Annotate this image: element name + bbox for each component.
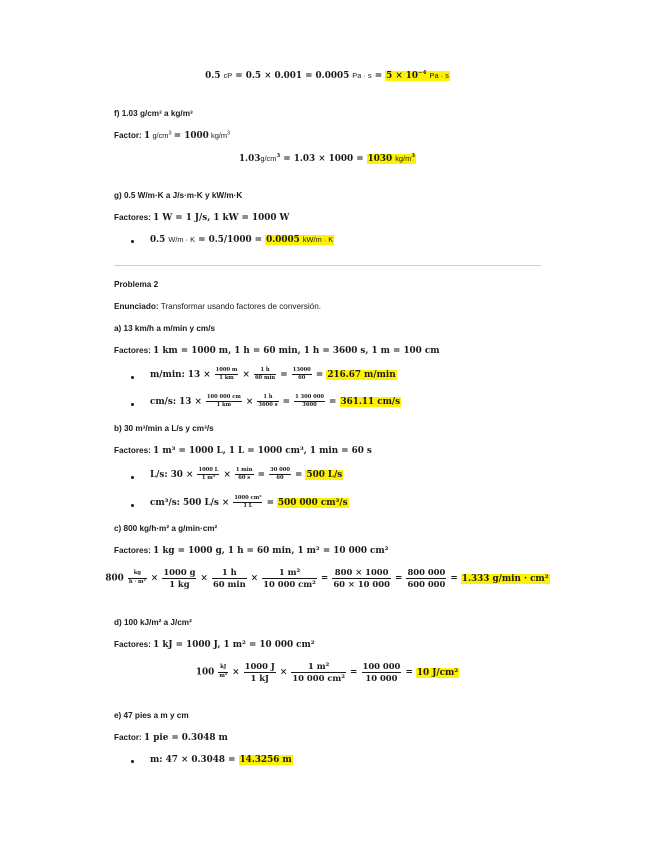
section-f-factor: Factor: 1 $g/cm^3 = 1000$ $kg/m^3$ [114,130,231,141]
bullet [131,760,134,763]
highlighted-answer: 500 000 cm³/s [278,498,348,509]
section-d-title: d) 100 kJ/m² a J/cm² [114,618,192,627]
section-b-bullet-cm3s: cm³/s: 500 L/s × $\frac{\text{1000 cm³}}{1 L}$ = 500 000 cm³/s [150,495,348,510]
highlighted-answer: 14.3256 m [239,755,292,765]
horizontal-divider [114,265,541,266]
section-a-title: a) 13 km/h a m/min y cm/s [114,324,216,333]
bullet [131,240,134,243]
highlighted-answer: 10 J/cm² [416,667,459,678]
highlighted-answer: $5 \times 10^{-4}$ Pa · s [386,70,449,81]
highlighted-answer: 361.11 cm/s [340,397,401,408]
section-e-bullet-m: m: 47 × 0.3048 = 14.3256 m [150,755,292,765]
cp-conversion-equation: 0.5 cP = 0.5 × 0.001 = 0.0005 $Pa \cdot s = 5 \times 10^{-4}$ Pa · s [205,70,449,81]
section-a-bullet-cms: cm/s: 13 × $\frac{100 000 cm}{1 km}$ × $\frac{1 h}{3600 s}$ = $\frac{1 300 000}{3600}$ = 361.11 cm/s [150,394,401,409]
section-b-bullet-ls: L/s: 30 × $\frac{1000 L}{\text{1 m³}}$ × $\frac{1 \min}{60 s}$ = $\frac{30 000}{60}$ = 500 L/s [150,467,343,482]
highlighted-answer: 500 L/s [306,470,343,481]
section-c-factors: Factores: 1 kg = 1000 g, 1 h = 60 min, 1 m² = 10 000 cm² [114,546,389,556]
highlighted-answer: 0.0005 kW/m · K [266,235,334,245]
bullet [131,403,134,406]
section-a-bullet-mmin: m/min: 13 × $\frac{1000 m}{1 km}$ × $\frac{1 h}{60 \min}$ = $\frac{13000}{60}$ = 216.67 m/min [150,367,396,382]
section-e-factor: Factor: 1 pie = 0.3048 m [114,733,228,743]
section-g-bullet-1: 0.5 W/m · K = 0.5/1000 = 0.0005 kW/m · K [150,235,334,245]
problem-2-heading: Problema 2 [114,280,159,289]
section-d-equation: 100 $\frac{kJ}{\text{m²}}$ × $\frac{1000 J}{1 kJ}$ × $\frac{\text{1 m²}}{\text{10 000 cm²}}$ = $\frac{100 000}{10 000}$ = 10 J/cm² [195,661,459,683]
section-e-title: e) 47 pies a m y cm [114,711,189,720]
section-g-factors: Factores: 1 W = 1 J/s, 1 kW = 1000 W [114,213,290,223]
section-f-title: f) 1.03 g/cm³ a kg/m³ [114,109,193,118]
bullet [131,504,134,507]
section-a-factors: Factores: 1 km = 1000 m, 1 h = 60 min, 1 h = 3600 s, 1 m = 100 cm [114,346,440,356]
highlighted-answer: 216.67 m/min [327,370,396,381]
section-c-title: c) 800 kg/h·m² a g/min·cm² [114,524,218,533]
section-g-title: g) 0.5 W/m·K a J/s·m·K y kW/m·K [114,191,243,200]
section-f-equation: $1.03g/cm^3 = 1.03 \times 1000 = 1030$ $kg/m^3$ [238,153,416,164]
section-c-equation: 800 $\frac{kg}{\text{h · m²}}$ × $\frac{1000 g}{1 kg}$ × $\frac{1 h}{60 \min}$ × $\frac{\text{1 m²}}{\text{10 000 cm²}}$ = $\frac{800 \times 1000}{60 \times 10 000}$ = $\frac{800 000}{600 000}$ = 1.333 g/min · cm² [105,567,549,589]
section-d-factors: Factores: 1 kJ = 1000 J, 1 m² = 10 000 cm² [114,640,315,650]
highlighted-answer: 1.333 g/min · cm² [461,573,549,584]
bullet [131,376,134,379]
bullet [131,476,134,479]
problem-2-statement: Enunciado: Transformar usando factores de conversión. [114,302,322,311]
highlighted-answer: 1030 $kg/m^3$ [367,153,416,164]
section-b-title: b) 30 m³/min a L/s y cm³/s [114,424,214,433]
section-b-factors: Factores: 1 m³ = 1000 L, 1 L = 1000 cm³, 1 min = 60 s [114,446,372,456]
